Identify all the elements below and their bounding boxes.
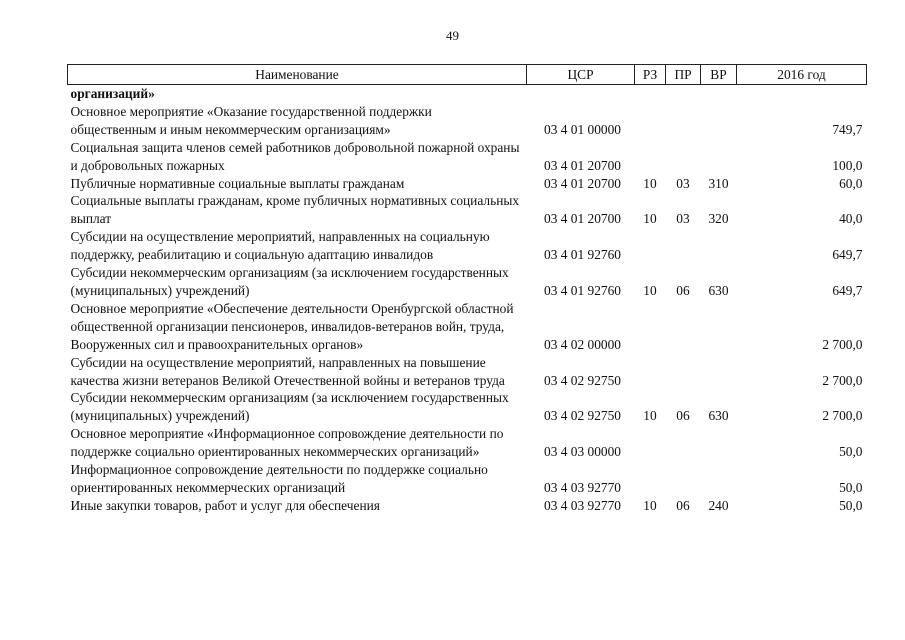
row-amount [737,85,867,103]
row-amount: 749,7 [832,121,863,137]
row-rz [635,139,666,175]
table-row [68,425,867,461]
row-amount: 50,0 [839,497,863,513]
row-vr: 320 [708,211,729,227]
row-rz: 10 [643,211,657,227]
row-rz [635,425,666,461]
row-vr [701,425,737,461]
row-amount: 50,0 [839,479,863,495]
row-name: Основное мероприятие «Обеспечение деятельности Оренбургской областной общественной организации пенсионеров, инвалидов-ветеранов войн, труда, Вооруженных сил и правоохранительных органов» [70,300,514,352]
row-csr: 03 4 01 00000 [544,121,621,137]
row-rz [635,354,666,390]
row-rz [635,228,666,264]
table-row [68,300,867,354]
row-amount: 2 700,0 [822,336,863,352]
row-rz: 10 [643,282,657,298]
row-name: Социальная защита членов семей работников добровольной пожарной охраны и добровольных пожарных [70,139,520,173]
table-row [68,85,867,103]
row-pr [666,85,701,103]
header-name: Наименование [68,65,527,85]
row-pr [666,354,701,390]
row-csr: 03 4 01 20700 [544,211,621,227]
row-rz [635,103,666,139]
row-vr [701,228,737,264]
row-csr: 03 4 02 92750 [544,408,621,424]
header-csr: ЦСР [527,65,635,85]
table-header [68,65,867,85]
row-amount: 2 700,0 [822,408,863,424]
row-vr [701,300,737,354]
row-name: Социальные выплаты гражданам, кроме публичных нормативных социальных выплат [70,193,520,227]
row-rz [635,85,666,103]
row-name: Основное мероприятие «Информационное сопровождение деятельности по поддержке социально ориентированных некоммерческих организаций» [70,426,504,460]
row-vr [701,139,737,175]
table-row [68,139,867,175]
row-rz: 10 [643,497,657,513]
row-pr: 06 [676,408,690,424]
row-csr: 03 4 01 20700 [544,175,621,191]
row-csr: 03 4 02 00000 [544,336,621,352]
budget-table [67,64,867,515]
row-csr: 03 4 01 92760 [544,282,621,298]
row-pr: 03 [676,211,690,227]
row-pr: 06 [676,282,690,298]
row-pr: 06 [676,497,690,513]
row-name: Основное мероприятие «Оказание государственной поддержки общественным и иным некоммерческим организациям» [70,103,432,137]
row-csr: 03 4 01 92760 [544,247,621,263]
row-pr [666,228,701,264]
header-vr: ВР [701,65,737,85]
row-amount: 50,0 [839,444,863,460]
table-row [68,264,867,300]
table-row [68,175,867,193]
row-rz: 10 [643,408,657,424]
header-rz: РЗ [635,65,666,85]
table-body [68,85,867,515]
row-rz: 10 [643,175,657,191]
header-pr: ПР [666,65,701,85]
row-name: Публичные нормативные социальные выплаты гражданам [70,175,405,191]
row-rz [635,461,666,497]
row-csr [527,85,635,103]
row-csr: 03 4 03 92770 [544,497,621,513]
row-amount: 40,0 [839,211,863,227]
row-name: Иные закупки товаров, работ и услуг для обеспечения [70,497,380,513]
row-amount: 2 700,0 [822,372,863,388]
row-vr: 630 [708,282,729,298]
row-vr: 310 [708,175,729,191]
row-vr [701,85,737,103]
row-pr: 03 [676,175,690,191]
header-year: 2016 год [737,65,867,85]
row-vr [701,103,737,139]
row-name: организаций» [70,86,155,101]
row-vr [701,354,737,390]
row-pr [666,103,701,139]
row-pr [666,425,701,461]
row-csr: 03 4 02 92750 [544,372,621,388]
row-vr [701,461,737,497]
row-name: Субсидии некоммерческим организациям (за исключением государственных (муниципальных) учреждений) [70,265,509,298]
row-name: Субсидии на осуществление мероприятий, направленных на социальную поддержку, реабилитацию и социальную адаптацию инвалидов [70,229,490,263]
row-pr [666,139,701,175]
table-row [68,497,867,515]
row-name: Субсидии на осуществление мероприятий, направленных на повышение качества жизни ветеранов Великой Отечественной войны и ветеранов труда [70,354,505,388]
table-row [68,389,867,425]
row-csr: 03 4 03 92770 [544,479,621,495]
row-amount: 60,0 [839,175,863,191]
row-amount: 649,7 [832,247,863,263]
row-amount: 100,0 [832,157,863,173]
row-rz [635,300,666,354]
row-vr: 630 [708,408,729,424]
row-amount: 649,7 [832,282,863,298]
table-row [68,103,867,139]
table-row [68,192,867,228]
table-row [68,228,867,264]
row-csr: 03 4 03 00000 [544,444,621,460]
row-pr [666,461,701,497]
row-pr [666,300,701,354]
row-name: Субсидии некоммерческим организациям (за исключением государственных (муниципальных) учреждений) [70,390,509,424]
page-number: 49 [446,28,459,43]
table-row [68,354,867,390]
row-name: Информационное сопровождение деятельности по поддержке социально ориентированных некоммерческих организаций [70,462,488,495]
row-vr: 240 [708,497,729,513]
row-csr: 03 4 01 20700 [544,157,621,173]
table-row [68,461,867,497]
